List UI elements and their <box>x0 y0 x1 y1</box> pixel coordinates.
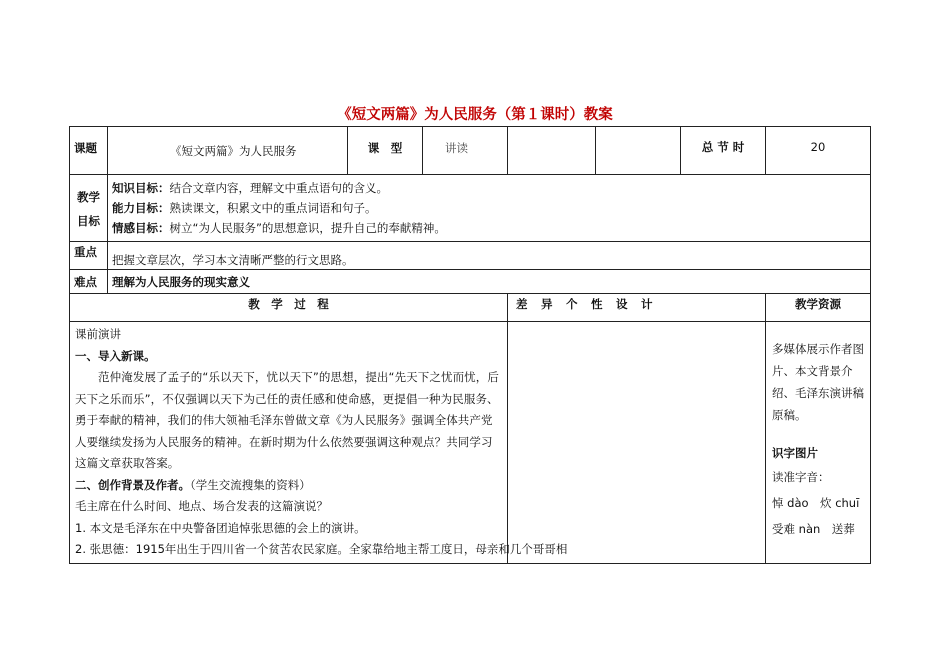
type-value: 讲读 <box>423 127 508 175</box>
section1-paragraph: 范仲淹发展了孟子的“乐以天下，忧以天下”的思想，提出“先天下之忧而忧，后天下之乐而乐”，不仅强调以天下为己任的责任感和使命感，更提倡一种为民服务、勇于奉献的精神，我们的伟大领袖毛泽东曾做文章《为人民服务》强调全体共产党人要继续发扬为人民服务的精神。在新时期为什么依然要强调这种观点？共同学习这篇文章获取答案。 <box>75 370 499 470</box>
media-resources: 多媒体展示作者图片、本文背景介绍、毛泽东演讲稿原稿。 <box>772 342 864 422</box>
document-title: 《短文两篇》为人民服务（第１课时）教案 <box>337 107 613 123</box>
vocab-heading: 识字图片 <box>772 446 818 460</box>
topic-label: 课题 <box>70 127 108 175</box>
question: 毛主席在什么时间、地点、场合发表的这篇演说？ <box>75 499 328 513</box>
difficulty-text: 理解为人民服务的现实意义 <box>108 270 871 294</box>
header-row <box>70 127 871 175</box>
list-item-1: 1. 本文是毛泽东在中央警备团追悼张思德的会上的演讲。 <box>75 520 366 535</box>
emotion-objective: 情感目标：树立“为人民服务”的思想意识，提升自己的奉献精神。 <box>112 221 446 235</box>
column-header-row <box>70 294 871 322</box>
vocab-line-1: 悼 dào 炊 chuī <box>772 496 860 510</box>
empty-cell <box>508 127 596 175</box>
key-point-row <box>70 242 871 270</box>
difficulty-row <box>70 270 871 294</box>
objectives-label-line1: 教学 <box>77 190 100 204</box>
resources-content <box>766 322 871 564</box>
objectives-content <box>108 175 871 242</box>
key-point-label: 重点 <box>70 242 108 270</box>
list-item-2: 2. 张思德：1915年出生于四川省一个贫苦农民家庭。全家靠给地主帮工度日，母亲和几个哥哥相 <box>75 542 568 556</box>
section1-heading: 一、导入新课。 <box>75 348 156 363</box>
empty-cell <box>596 127 681 175</box>
objectives-row <box>70 175 871 242</box>
vocab-line-2: 受难 nàn 送葬 <box>772 522 855 536</box>
knowledge-objective: 知识目标：结合文章内容，理解文中重点语句的含义。 <box>112 181 388 195</box>
topic-value: 《短文两篇》为人民服务 <box>108 127 348 175</box>
difference-column-header: 差 异 个 性 设 计 <box>508 294 766 322</box>
periods-value: 20 <box>766 127 871 175</box>
section2-heading-line: 二、创作背景及作者。（学生交流搜集的资料） <box>75 477 311 492</box>
resources-column-header: 教学资源 <box>766 294 871 322</box>
pre-class-speech: 课前演讲 <box>75 327 121 341</box>
ability-objective: 能力目标：熟读课文，积累文中的重点词语和句子。 <box>112 201 377 215</box>
type-label: 课 型 <box>348 127 423 175</box>
lesson-plan-table <box>69 126 871 564</box>
objectives-label <box>70 175 108 242</box>
process-column-header: 教 学 过 程 <box>70 294 508 322</box>
objectives-label-line2: 目标 <box>77 214 100 228</box>
process-content <box>70 322 568 564</box>
key-point-text: 把握文章层次，学习本文清晰严整的行文思路。 <box>108 242 871 270</box>
difference-content <box>508 322 766 564</box>
periods-label: 总 节 时 <box>681 127 766 175</box>
difficulty-label: 难点 <box>70 270 108 294</box>
content-row <box>70 322 871 564</box>
vocab-intro: 读准字音： <box>772 470 830 484</box>
